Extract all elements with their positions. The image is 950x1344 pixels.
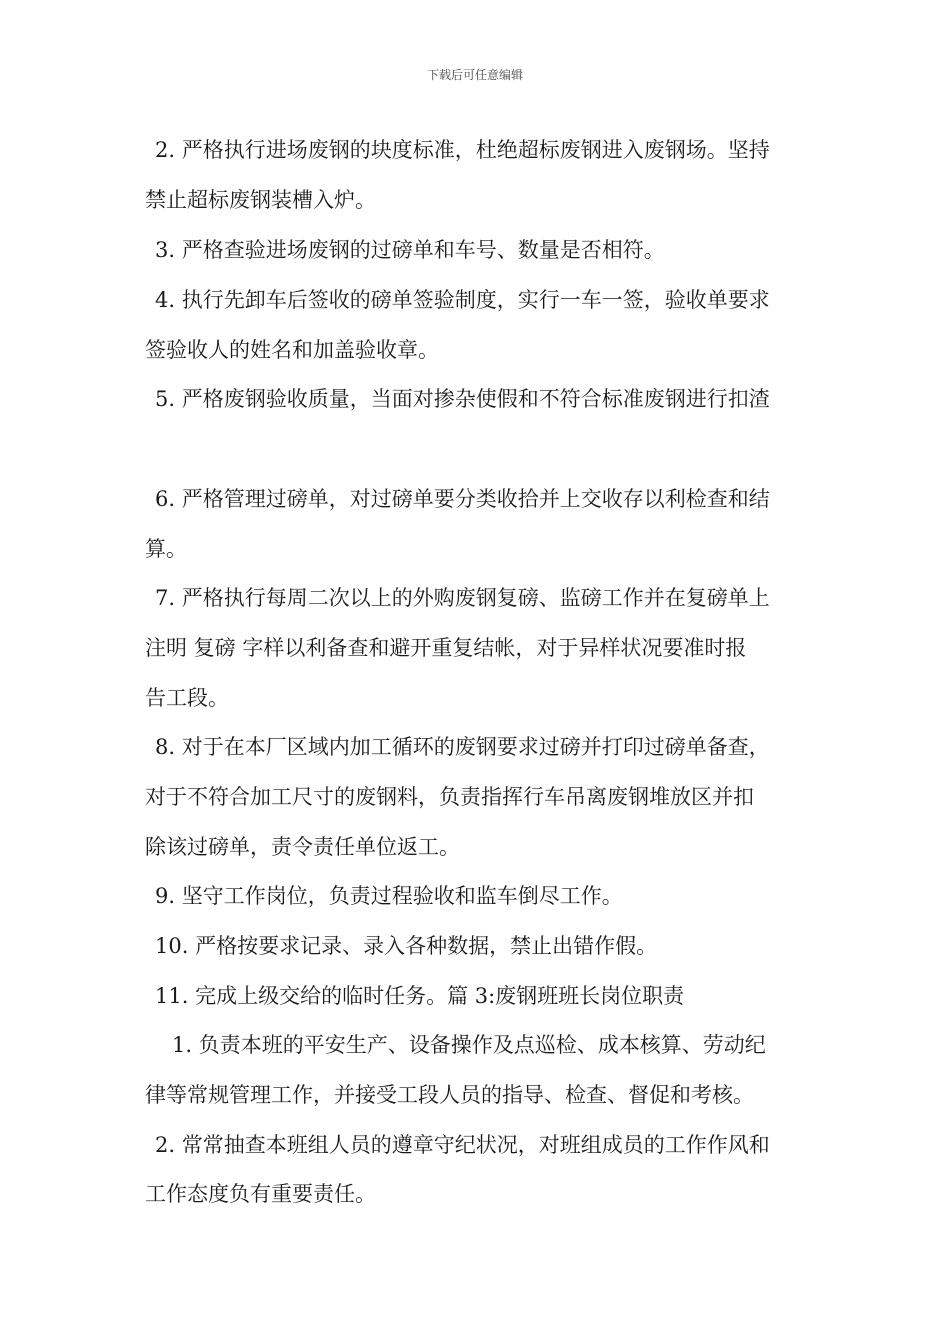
- text-line: 对于不符合加工尺寸的废钢料，负责指挥行车吊离废钢堆放区并扣: [145, 785, 754, 809]
- text-line: 告工段。: [145, 686, 229, 710]
- text-line: 禁止超标废钢装槽入炉。: [145, 188, 376, 212]
- text-line: 6. 严格管理过磅单，对过磅单要分类收拾并上交收存以利检查和结: [155, 487, 770, 511]
- text-line: 签验收人的姓名和加盖验收章。: [145, 338, 439, 362]
- text-line: 工作态度负有重要责任。: [145, 1182, 376, 1206]
- text-line: 除该过磅单，责令责任单位返工。: [145, 835, 460, 859]
- text-line: 3. 严格查验进场废钢的过磅单和车号、数量是否相符。: [155, 238, 665, 262]
- text-line: 注明 复磅 字样以利备查和避开重复结帐，对于异样状况要准时报: [145, 636, 747, 660]
- text-line: 5. 严格废钢验收质量，当面对掺杂使假和不符合标准废钢进行扣渣: [155, 387, 770, 411]
- text-line: 2. 严格执行进场废钢的块度标准，杜绝超标废钢进入废钢场。坚持: [155, 138, 770, 162]
- text-line: 算。: [145, 537, 187, 561]
- text-line: 1. 负责本班的平安生产、设备操作及点巡检、成本核算、劳动纪: [172, 1033, 766, 1057]
- text-line: 10. 严格按要求记录、录入各种数据，禁止出错作假。: [155, 934, 658, 958]
- text-line: 7. 严格执行每周二次以上的外购废钢复磅、监磅工作并在复磅单上: [155, 586, 770, 610]
- text-line: 律等常规管理工作，并接受工段人员的指导、检查、督促和考核。: [145, 1083, 754, 1107]
- text-line: 9. 坚守工作岗位，负责过程验收和监车倒尽工作。: [155, 884, 623, 908]
- page-header: 下载后可任意编辑: [426, 68, 523, 82]
- text-line: 2. 常常抽查本班组人员的遵章守纪状况，对班组成员的工作作风和: [155, 1133, 770, 1157]
- text-line: 11. 完成上级交给的临时任务。篇 3:废钢班班长岗位职责: [155, 984, 685, 1008]
- text-line: 4. 执行先卸车后签收的磅单签验制度，实行一车一签，验收单要求: [155, 288, 770, 312]
- text-line: 8. 对于在本厂区域内加工循环的废钢要求过磅并打印过磅单备查，: [155, 735, 770, 759]
